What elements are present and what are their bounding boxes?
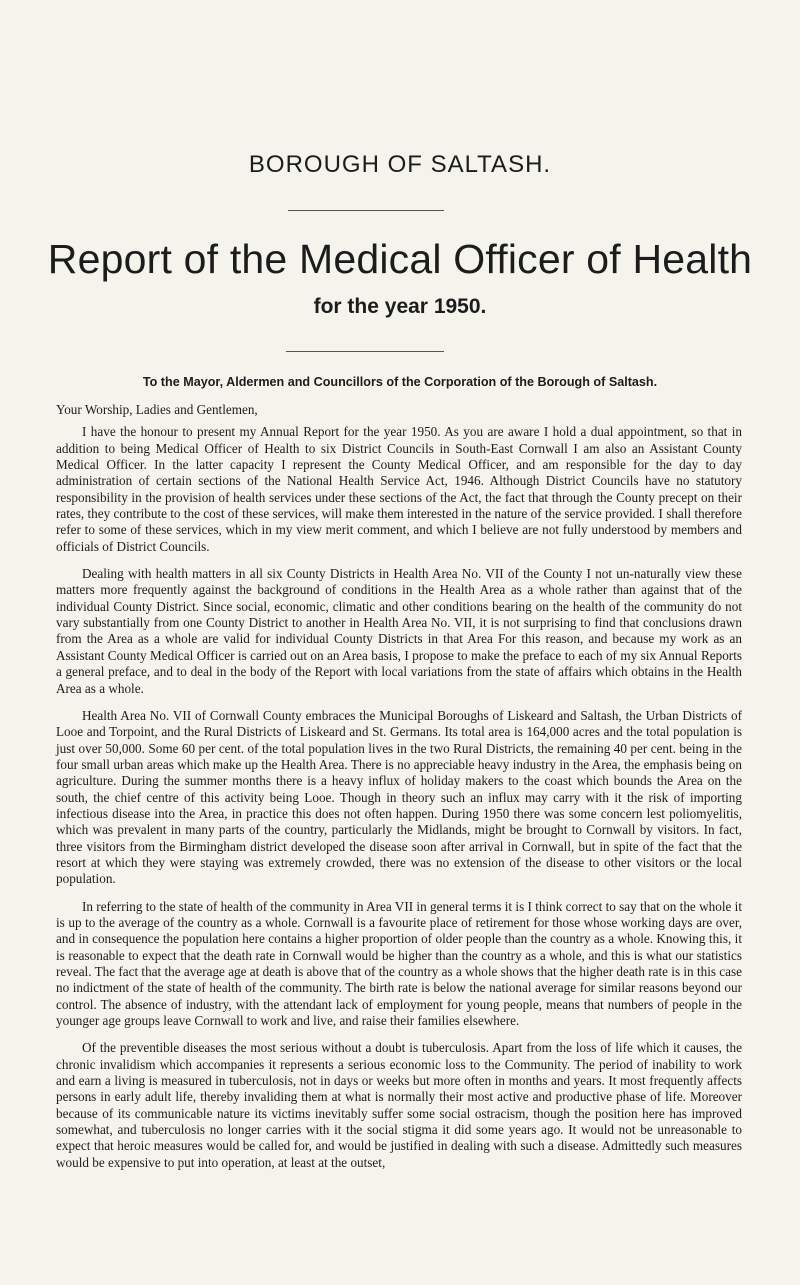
address-line: To the Mayor, Aldermen and Councillors of the Corporation of the Borough of Saltash. [142,375,658,389]
divider-top [288,210,444,211]
report-year: for the year 1950. [313,295,487,318]
paragraph-5: Of the preventible diseases the most serious without a doubt is tuberculosis. Apart from the loss of life which it causes, the chronic invalidism which accompanies it represents a serious economic loss to the Community. The period of inability to work and earn a living is measured in tuberculosis, not in days or weeks but more often in months and years. It most frequently affects persons in early adult life, thereby invaliding them at what is normally their most active and productive phase of life. Moreover because of its communicable nature its victims inevitably suffer some social ostracism, though the position here has improved somewhat, and tuberculosis no longer carries with it the social stigma it did some years ago. It would not be unreasonable to expect that heroic measures would be called for, and would be justified in dealing with such a disease. Admittedly such measures would be expensive to put into operation, at least at the outset, [56,1040,742,1170]
divider-bottom [286,351,444,352]
paragraph-1: I have the honour to present my Annual Report for the year 1950. As you are aware I hold a dual appointment, so that in addition to being Medical Officer of Health to six District Councils in South-East Cornwall I am also an Assistant County Medical Officer. In the latter capacity I represent the County Medical Officer, and am responsible for the day to day administration of certain sections of the National Health Service Act, 1946. Although District Councils have no statutory responsibility in the provision of health services under these sections of the Act, the fact that through the County precept on their rates, they contribute to the cost of these services, will make them interested in the nature of the service provided. I shall therefore refer to some of these services, which in my view merit comment, and which I believe are not fully understood by members and officials of District Councils. [56,424,742,554]
paragraph-4: In referring to the state of health of the community in Area VII in general terms it is I think correct to say that on the whole it is up to the average of the country as a whole. Cornwall is a favourite place of retirement for those whose working days are over, and in consequence the population here contains a higher proportion of older people than the country as a whole. Knowing this, it is reasonable to expect that the death rate in Cornwall would be higher than the country as a whole, and this is what our statistics reveal. The fact that the average age at death is above that of the country as a whole shows that the higher death rate is in this case no indictment of the state of health of the community. The birth rate is below the national average for similar reasons beyond our control. The absence of industry, with the attendant lack of employment for young people, means that numbers of people in the younger age groups leave Cornwall to work and live, and raise their families elsewhere. [56,898,742,1029]
report-body [56,402,742,1182]
borough-heading: BOROUGH OF SALTASH. [248,151,552,178]
paragraph-2: Dealing with health matters in all six County Districts in Health Area No. VII of the County I not un-naturally view these matters more frequently against the background of conditions in the Health Area as a whole rather than against that of the individual County District. Since social, economic, climatic and other conditions bearing on the health of the community do not vary substantially from one County District to another in Health Area No. VII, it is not surprising to find that conclusions drawn from the Area as a whole are valid for individual County Districts in that Area For this reason, and because my work as an Assistant County Medical Officer is carried out on an Area basis, I propose to make the preface to each of my six Annual Reports a general preface, and to deal in the body of the Report with local variations from the state of affairs which obtains in the Health Area as a whole. [56,566,742,696]
paragraph-3: Health Area No. VII of Cornwall County embraces the Municipal Boroughs of Liskeard and Saltash, the Urban Districts of Looe and Torpoint, and the Rural Districts of Liskeard and St. Germans. Its total area is 164,000 acres and the total population is just over 50,000. Some 60 per cent. of the total population lives in the two Rural Districts, the remaining 40 per cent. being in the four small urban areas which make up the Health Area. There is no appreciable heavy industry in the Area, the emphasis being on agriculture. During the summer months there is a heavy influx of holiday makers to the coast which bounds the Area on the south, the chief centre of this activity being Looe. Though in theory such an influx may carry with it the risk of importing infectious disease into the Area, in practice this does not often happen. During 1950 there was some concern lest poliomyelitis, which was prevalent in many parts of the country, particularly the Midlands, might be brought to Cornwall by visitors. In fact, three visitors from the Birmingham district developed the disease soon after arrival in Cornwall, but in spite of the fact that the resort at which they were staying was extremely crowded, there was no extension of the disease to other visitors or the local population. [56,707,742,887]
salutation: Your Worship, Ladies and Gentlemen, [56,402,258,417]
report-title: Report of the Medical Officer of Health [47,236,753,282]
